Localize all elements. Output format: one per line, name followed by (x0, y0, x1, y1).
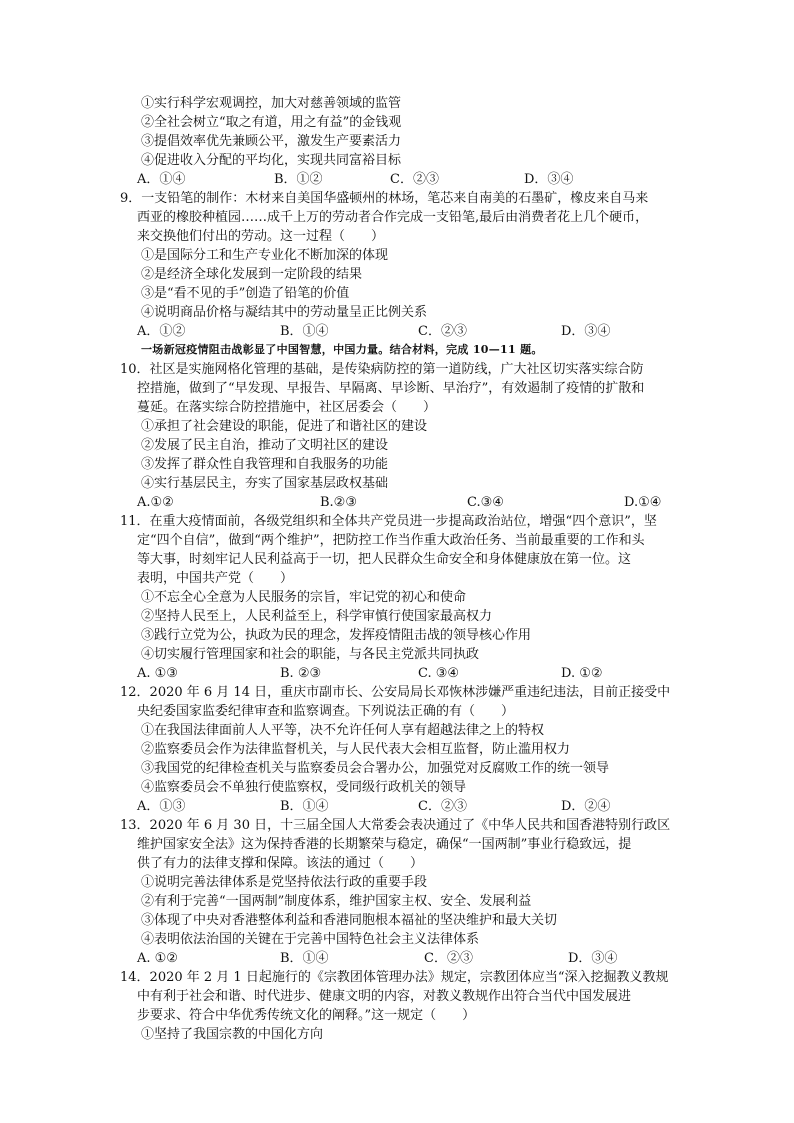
q10-option-item: ①承担了社会建设的职能，促进了和谐社区的建设 (141, 419, 428, 434)
q8-choice-c: C．②③ (390, 172, 439, 187)
q10-choice-a: A.①② (137, 495, 174, 510)
q11-option-item: ②坚持人民至上，人民利益至上，科学审慎行使国家最高权力 (141, 609, 493, 624)
q13-answer-choices (137, 949, 697, 968)
q11-stem-line: 11．在重大疫情面前，各级党组织和全体共产党员进一步提高政治站位，增强“四个意识”，坚 (120, 514, 657, 529)
q11-choice-c: C. ③④ (418, 666, 460, 681)
q8-option-item: ①实行科学宏观调控，加大对慈善领域的监管 (141, 96, 402, 111)
q9-choice-d: D．③④ (561, 324, 611, 339)
q12-choice-d: D．②④ (561, 799, 611, 814)
q9-answer-choices (137, 322, 697, 341)
q9-option-item: ①是国际分工和生产专业化不断加深的体现 (141, 248, 389, 263)
q10-option-item: ②发展了民主自治，推动了文明社区的建设 (141, 438, 389, 453)
q12-choice-b: B．①④ (280, 799, 329, 814)
q9-stem-line: 9．一支铅笔的制作：木材来自美国华盛顿州的林场，笔芯来自南美的石墨矿，橡皮来自马来 (120, 191, 649, 206)
q13-stem-line: 维护国家安全法》这为保持香港的长期繁荣与稳定，确保“一国两制”事业行稳致远，提 (137, 837, 632, 852)
q10-option-item: ③发挥了群众性自我管理和自我服务的功能 (141, 457, 389, 472)
q13-option-item: ④表明依法治国的关键在于完善中国特色社会主义法律体系 (141, 932, 480, 947)
q8-answer-choices (137, 170, 697, 189)
q13-option-item: ①说明完善法律体系是党坚持依法行政的重要手段 (141, 875, 428, 890)
q13-choice-b: B．①④ (280, 951, 329, 966)
q13-option-item: ③体现了中央对香港整体利益和香港同胞根本福祉的坚决维护和最大关切 (141, 913, 558, 928)
q13-choice-c: C．②③ (424, 951, 473, 966)
q11-choice-b: B. ②③ (280, 666, 322, 681)
q11-stem-line: 表明，中国共产党（ ） (137, 571, 294, 586)
q8-choice-d: D．③④ (524, 172, 574, 187)
q13-option-item: ②有利于完善“一国两制”制度体系，维护国家主权、安全、发展利益 (141, 894, 532, 909)
q9-choice-c: C．②③ (418, 324, 467, 339)
q10-option-item: ④实行基层民主，夯实了国家基层政权基础 (141, 476, 389, 491)
q14-stem-line: 14．2020 年 2 月 1 日起施行的《宗教团体管理办法》规定，宗教团体应当“深入挖掘教义教规 (120, 970, 669, 985)
q12-option-item: ①在我国法律面前人人平等，决不允许任何人享有超越法律之上的特权 (141, 723, 545, 738)
q11-option-item: ①不忘全心全意为人民服务的宗旨，牢记党的初心和使命 (141, 590, 467, 605)
q8-option-item: ④促进收入分配的平均化，实现共同富裕目标 (141, 153, 402, 168)
q10-choice-c: C.③④ (467, 495, 504, 510)
q10-choice-d: D.①④ (624, 495, 662, 510)
q13-choice-a: A. ①② (137, 951, 178, 966)
q13-stem-line: 供了有力的法律支撑和保障。该法的通过（ ） (137, 856, 424, 871)
q11-choice-d: D. ①② (561, 666, 603, 681)
q9-option-item: ③是“看不见的手”创造了铅笔的价值 (141, 286, 350, 301)
q14-stem-line: 中有利于社会和谐、时代进步、健康文明的内容，对教义教规作出符合当代中国发展进 (137, 989, 632, 1004)
q11-stem-line: 定“四个自信”，做到“两个维护”，把防控工作当作重大政治任务、当前最重要的工作和头 (137, 533, 645, 548)
q8-choice-a: A．①④ (137, 172, 186, 187)
q9-option-item: ②是经济全球化发展到一定阶段的结果 (141, 267, 363, 282)
q10-choice-b: B.②③ (320, 495, 357, 510)
q10-stem-line: 蔓延。在落实综合防控措施中，社区居委会（ ） (137, 400, 437, 415)
q11-stem-line: 等大事，时刻牢记人民利益高于一切，把人民群众生命安全和身体健康放在第一位。这 (137, 552, 632, 567)
q12-stem-line: 12．2020 年 6 月 14 日，重庆市副市长、公安局局长邓恢林涉嫌严重违纪违法，目前正接受中 (120, 685, 671, 700)
q12-choice-c: C．②③ (418, 799, 467, 814)
q8-option-item: ③提倡效率优先兼顾公平，激发生产要素活力 (141, 134, 402, 149)
q8-option-item: ②全社会树立“取之有道，用之有益”的金钱观 (141, 115, 402, 130)
q11-option-item: ④切实履行管理国家和社会的职能，与各民主党派共同执政 (141, 647, 480, 662)
q11-choice-a: A. ①③ (137, 666, 178, 681)
section-note: 一场新冠疫情阻击战彰显了中国智慧，中国力量。结合材料，完成 10—11 题。 (141, 343, 543, 356)
q10-answer-choices (137, 493, 697, 512)
q11-answer-choices (137, 664, 697, 683)
q12-option-item: ②监察委员会作为法律监督机关，与人民代表大会相互监督，防止滥用权力 (141, 742, 571, 757)
q14-option-item: ①坚持了我国宗教的中国化方向 (141, 1027, 324, 1042)
q8-choice-b: B．①② (274, 172, 323, 187)
q13-stem-line: 13．2020 年 6 月 30 日，十三届全国人大常委会表决通过了《中华人民共和国香港特别行政区 (120, 818, 671, 833)
q12-option-item: ③我国党的纪律检查机关与监察委员会合署办公，加强党对反腐败工作的统一领导 (141, 761, 610, 776)
q12-stem-line: 央纪委国家监委纪律审查和监察调查。下列说法正确的有（ ） (137, 704, 515, 719)
q9-choice-b: B．①④ (280, 324, 329, 339)
q10-stem-line: 控措施，做到了“早发现、早报告、早隔离、早诊断、早治疗”，有效遏制了疫情的扩散和 (137, 381, 645, 396)
q9-option-item: ④说明商品价格与凝结其中的劳动量呈正比例关系 (141, 305, 428, 320)
q13-choice-d: D．③④ (568, 951, 618, 966)
q10-stem-line: 10．社区是实施网格化管理的基础，是传染病防控的第一道防线，广大社区切实落实综合防 (120, 362, 644, 377)
q12-choice-a: A．①③ (137, 799, 186, 814)
q9-stem-line: 来交换他们付出的劳动。这一过程（ ） (137, 229, 385, 244)
q11-option-item: ③践行立党为公，执政为民的理念，发挥疫情阻击战的领导核心作用 (141, 628, 532, 643)
q12-answer-choices (137, 797, 697, 816)
q14-stem-line: 步要求、符合中华优秀传统文化的阐释。”这一规定（ ） (137, 1008, 476, 1023)
q9-choice-a: A．①② (137, 324, 186, 339)
q9-stem-line: 西亚的橡胶种植园……成千上万的劳动者合作完成一支铅笔,最后由消费者花上几个硬币， (137, 210, 649, 225)
q12-option-item: ④监察委员会不单独行使监察权，受同级行政机关的领导 (141, 780, 467, 795)
